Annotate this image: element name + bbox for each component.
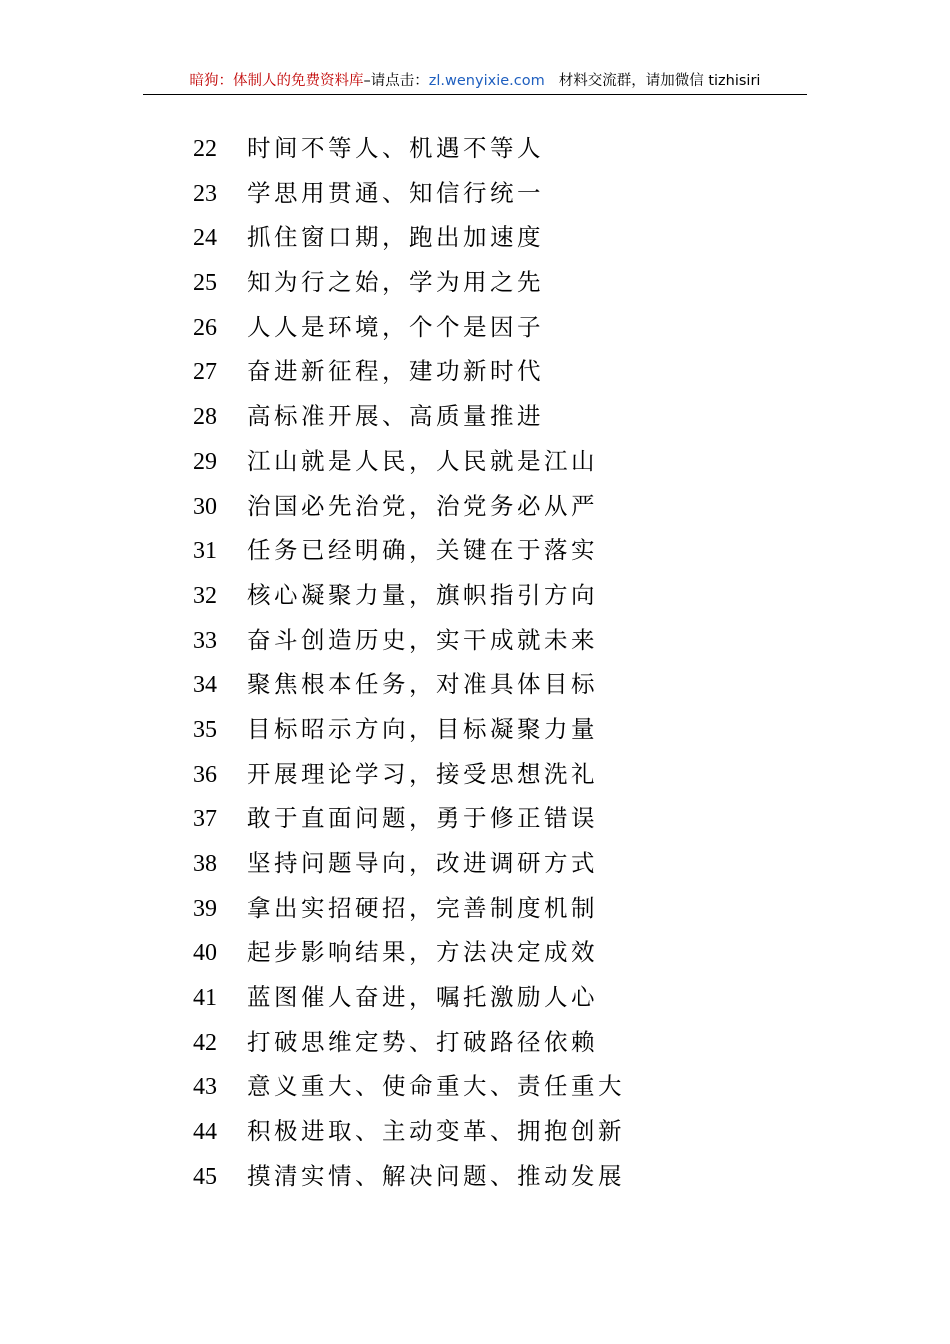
list-item (193, 707, 625, 752)
item-number: 32 (193, 582, 217, 609)
item-text: 打破思维定势、打破路径依赖 (247, 1027, 598, 1056)
item-text: 敢于直面问题，勇于修正错误 (247, 804, 598, 833)
item-text: 奋进新征程，建功新时代 (247, 357, 544, 386)
header-link[interactable]: zl.wenyixie.com (428, 73, 545, 89)
item-text: 目标昭示方向，目标凝聚力量 (247, 714, 598, 743)
item-text: 积极进取、主动变革、拥抱创新 (247, 1117, 625, 1146)
item-number: 33 (193, 627, 217, 654)
item-text: 治国必先治党，治党务必从严 (247, 491, 598, 520)
item-text: 蓝图催人奋进，嘱托激励人心 (247, 983, 598, 1012)
list-item (193, 439, 625, 484)
list-item (193, 662, 625, 707)
item-number: 38 (193, 851, 217, 877)
item-number: 22 (193, 136, 217, 162)
header-contact: 材料交流群，请加微信 tizhisiri (558, 73, 761, 89)
list-item (193, 618, 625, 663)
item-text: 知为行之始，学为用之先 (247, 268, 544, 297)
item-text: 任务已经明确，关键在于落实 (247, 536, 598, 565)
list-item (193, 573, 625, 618)
item-number: 26 (193, 314, 217, 341)
item-number: 27 (193, 359, 217, 386)
item-number: 37 (193, 806, 217, 833)
item-number: 25 (193, 270, 217, 297)
item-text: 高标准开展、高质量推进 (247, 402, 544, 431)
page-header (143, 68, 807, 95)
item-number: 28 (193, 404, 217, 431)
list-item (193, 1109, 625, 1154)
list-item (193, 528, 625, 573)
item-number: 42 (193, 1029, 217, 1056)
header-prompt: –请点击： (363, 73, 429, 89)
list-item (193, 930, 625, 975)
item-number: 34 (193, 672, 217, 699)
item-text: 坚持问题导向，改进调研方式 (247, 849, 598, 877)
item-text: 拿出实招硬招，完善制度机制 (247, 893, 598, 922)
item-text: 开展理论学习，接受思想洗礼 (247, 759, 598, 788)
list-item (193, 171, 625, 216)
item-text: 学思用贯通、知信行统一 (247, 178, 544, 207)
item-text: 时间不等人、机遇不等人 (247, 134, 544, 162)
list-item (193, 752, 625, 797)
item-number: 36 (193, 761, 217, 788)
header-brand: 暗狗：体制人的免费资料库 (189, 73, 364, 89)
list-item (193, 975, 625, 1020)
list-item (193, 215, 625, 260)
item-text: 起步影响结果，方法决定成效 (247, 938, 598, 967)
item-number: 44 (193, 1119, 217, 1146)
list-item (193, 260, 625, 305)
item-text: 抓住窗口期，跑出加速度 (247, 223, 544, 252)
list-item (193, 886, 625, 931)
item-number: 31 (193, 538, 217, 565)
list-item (193, 484, 625, 529)
item-number: 41 (193, 985, 217, 1012)
item-number: 39 (193, 895, 217, 922)
item-number: 30 (193, 493, 217, 520)
item-text: 江山就是人民，人民就是江山 (247, 446, 598, 475)
slogan-list (193, 126, 625, 1199)
list-item (193, 1020, 625, 1065)
list-item (193, 305, 625, 350)
item-text: 核心凝聚力量，旗帜指引方向 (247, 580, 598, 609)
list-item (193, 841, 625, 886)
item-text: 聚焦根本任务，对准具体目标 (247, 670, 598, 699)
list-item (193, 1154, 625, 1199)
item-text: 奋斗创造历史，实干成就未来 (247, 625, 598, 654)
item-number: 23 (193, 180, 217, 207)
item-text: 摸清实情、解决问题、推动发展 (247, 1161, 625, 1190)
item-text: 人人是环境，个个是因子 (247, 312, 544, 341)
item-number: 24 (193, 225, 217, 252)
list-item (193, 349, 625, 394)
item-number: 29 (193, 448, 217, 475)
item-number: 40 (193, 940, 217, 967)
item-number: 43 (193, 1074, 217, 1101)
item-number: 45 (193, 1163, 217, 1190)
list-item (193, 796, 625, 841)
item-text: 意义重大、使命重大、责任重大 (247, 1072, 625, 1101)
item-number: 35 (193, 716, 217, 743)
list-item (193, 126, 625, 171)
list-item (193, 1064, 625, 1109)
list-item (193, 394, 625, 439)
